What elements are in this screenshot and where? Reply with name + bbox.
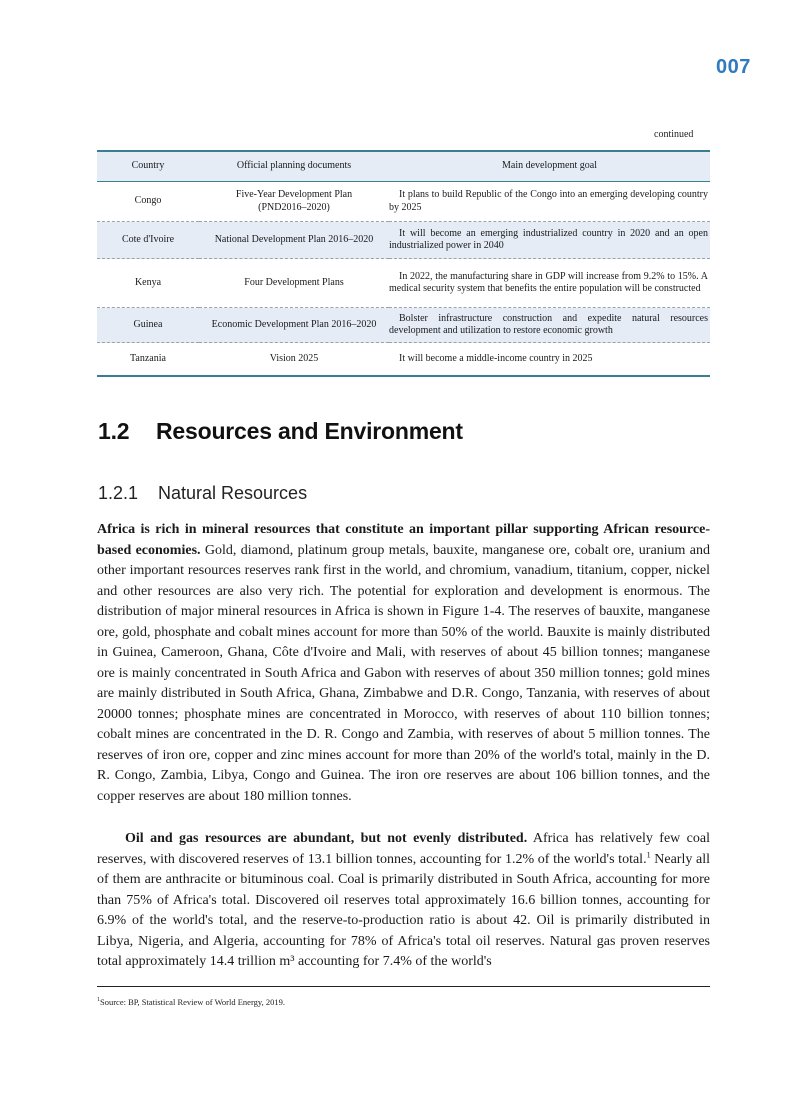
cell-document: Economic Development Plan 2016–2020: [199, 308, 389, 343]
subsection-title: Natural Resources: [158, 483, 308, 503]
section-heading: [98, 418, 463, 445]
cell-document: Vision 2025: [199, 343, 389, 377]
table-row: [97, 222, 710, 259]
cell-goal: [389, 343, 710, 377]
development-plans-table: [97, 150, 710, 377]
document-line: (PND2016–2020): [258, 201, 330, 213]
table-row: [97, 343, 710, 377]
cell-country: Guinea: [97, 308, 199, 343]
cell-goal: [389, 222, 710, 259]
column-header-planning-documents: Official planning documents: [199, 151, 389, 182]
goal-text: It will become an emerging industrialized country in 2020 and an open industrialized power in 2040: [389, 227, 708, 251]
paragraph-lead: Oil and gas resources are abundant, but not evenly distributed.: [125, 831, 528, 846]
cell-country: Cote d'Ivoire: [97, 222, 199, 259]
subsection-number: 1.2.1: [98, 483, 139, 503]
paragraph-body-continued: Nearly all of them are anthracite or bituminous coal. Coal is primarily distributed in South Africa, accounting for more than 75% of Africa's total. Discovered oil reserves total approximately 16.6 billion tonnes, accounting for 6.9% of the world's total, and the reserve-to-production ratio is about 42. Oil is primarily distributed in Libya, Nigeria, and Algeria, accounting for 78% of Africa's total oil reserves. Natural gas proven reserves total approximately 14.4 trillion m³ accounting for 7.4% of the world's: [97, 851, 710, 969]
subsection-heading: [98, 483, 307, 504]
section-number: 1.2: [98, 418, 130, 444]
footnote-text: Source: BP, Statistical Review of World Energy, 2019.: [100, 997, 285, 1007]
table-row: [97, 259, 710, 308]
section-title: Resources and Environment: [156, 418, 463, 444]
goal-text: Bolster infrastructure construction and expedite natural resources development and utilization to restore economic growth: [389, 312, 708, 336]
column-header-development-goal: Main development goal: [389, 151, 710, 182]
footnote-reference[interactable]: 1: [646, 849, 651, 859]
footnote-divider: [97, 986, 710, 987]
paragraph-oil-gas: [97, 829, 710, 973]
page-number: 007: [716, 56, 751, 78]
table-row: [97, 308, 710, 343]
goal-text: It plans to build Republic of the Congo into an emerging developing country by 2025: [389, 189, 708, 213]
footnote-marker: 1: [97, 997, 100, 1004]
cell-goal: [389, 259, 710, 308]
table-row: [97, 182, 710, 222]
footnote: [97, 997, 285, 1007]
cell-goal: [389, 308, 710, 343]
paragraph-body: Gold, diamond, platinum group metals, bauxite, manganese ore, cobalt ore, uranium and other important resources reserves rank first in the world, and chromium, vanadium, titanium, copper, nickel and other resources are also very rich. The potential for exploration and development is enormous. The distribution of major mineral resources in Africa is shown in Figure 1-4. The reserves of bauxite, manganese ore, gold, phosphate and cobalt mines account for more than 50% of the world. Bauxite is mainly distributed in Guinea, Cameroon, Ghana, Côte d'Ivoire and Mali, with reserves of about 45 billion tonnes; manganese ore is mainly concentrated in South Africa and Gabon with reserves of about 350 million tonnes; gold mines are mainly distributed in South Africa, Ghana, Zimbabwe and D.R. Congo, Tanzania, with reserves of about 20000 tonnes; phosphate mines are concentrated in Morocco, with reserves of about 110 billion tonnes; cobalt mines are concentrated in the D. R. Congo and Zambia, with reserves of about 5 million tonnes. The reserves of iron ore, copper and zinc mines account for more than 20% of the world's total, mainly in the D. R. Congo, Zambia, Libya, Congo and Guinea. The iron ore reserves are about 106 billion tonnes, and the copper reserves are about 180 million tonnes.: [97, 542, 711, 804]
document-line: Five-Year Development Plan: [235, 189, 353, 200]
cell-country: Tanzania: [97, 343, 199, 377]
cell-document: [199, 182, 389, 222]
paragraph-mineral-resources: [97, 520, 710, 807]
paragraph-body: Africa has relatively few coal reserves, with discovered reserves of 13.1 billion tonnes, accounting for 1.2% of the world's total.: [97, 831, 710, 867]
cell-country: Kenya: [97, 259, 199, 308]
goal-text: In 2022, the manufacturing share in GDP will increase from 9.2% to 15%. A medical security system that benefits the entire population will be constructed: [389, 270, 708, 294]
table-header-row: [97, 151, 710, 182]
cell-document: National Development Plan 2016–2020: [199, 222, 389, 259]
cell-country: Congo: [97, 182, 199, 222]
cell-goal: [389, 182, 710, 222]
column-header-country: Country: [97, 151, 199, 182]
cell-document: Four Development Plans: [199, 259, 389, 308]
table-continued-label: continued: [654, 129, 694, 140]
goal-text: It will become a middle-income country in 2025: [399, 352, 593, 364]
paragraph-lead: Africa is rich in mineral resources that constitute an important pillar supporting African resource-based economies.: [97, 522, 710, 558]
